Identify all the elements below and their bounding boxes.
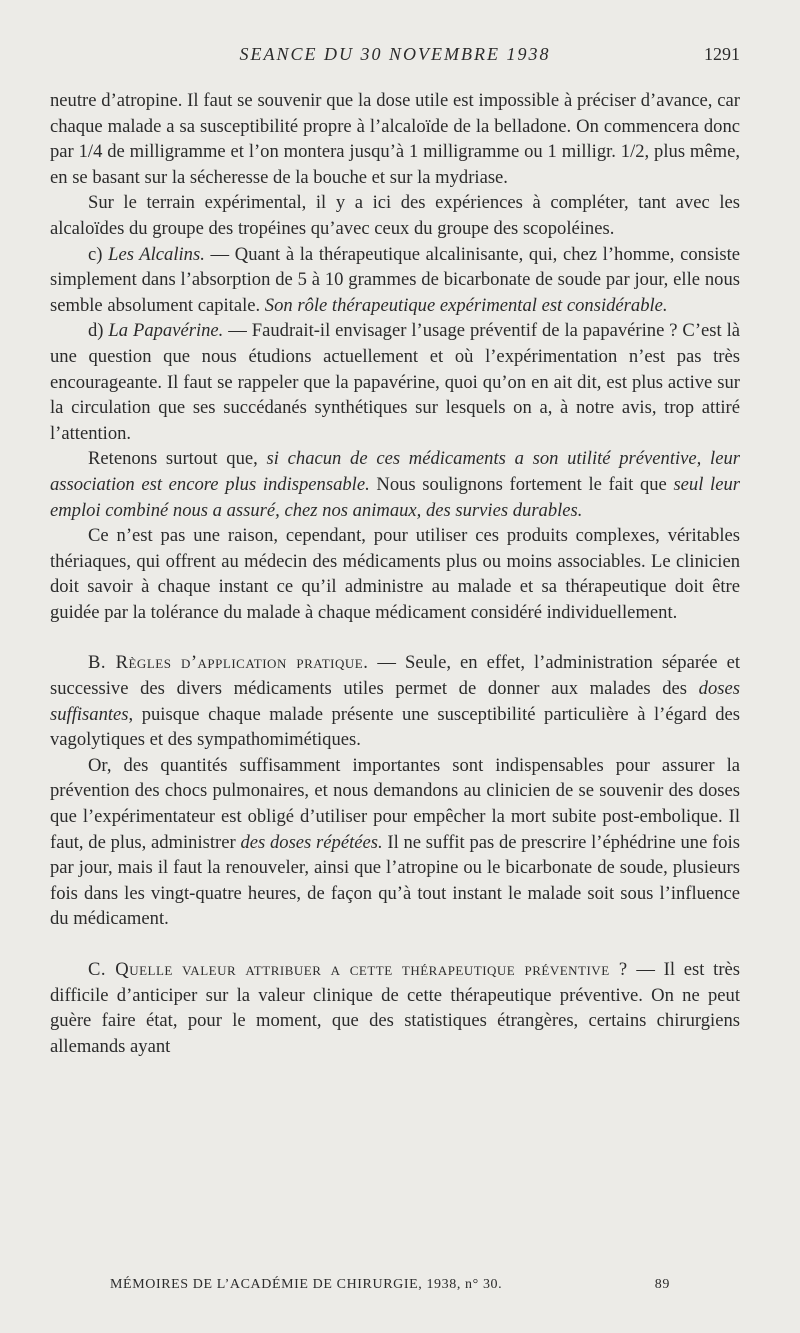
item-label: d) <box>88 320 109 342</box>
section-heading-valeur: C. Quelle valeur attribuer a cette thérapeutique préventive ? <box>88 959 628 980</box>
paragraph-experimental: Sur le terrain expérimental, il y a ici des expériences à compléter, tant avec les alcaloïdes du groupe des tropéines qu’avec ceux du groupe des scopoléines. <box>50 192 740 239</box>
paragraph-papaverine <box>50 318 740 446</box>
paragraph-text: Il ne suffit pas de prescrire l’éphédrine une fois par jour, mais il faut la renouveler, ainsi que l’atropine ou le bicarbonate de soude, plusieurs fois dans les vingt-quatre heures, de façon qu’à tout instant le malade soit sous l’influence du médicament. <box>50 831 740 930</box>
emphasis-text: doses suffisantes <box>50 678 740 725</box>
paragraph-text: — Seule, en effet, l’administration séparée et successive des divers médicaments utiles permet de donner aux malades des <box>50 652 741 700</box>
folio-number: 89 <box>654 1277 670 1292</box>
paragraph-quantites <box>50 753 740 932</box>
emphasis-text: si chacun de ces médicaments a son utilité préventive, leur association est encore plus indispensable. <box>50 448 740 495</box>
paragraph-atropine: neutre d’atropine. Il faut se souvenir que la dose utile est impossible à préciser d’avance, car chaque malade a sa susceptibilité propre à l’alcaloïde de la belladone. On commencera donc par 1/4 de milligramme et l’on montera jusqu’à 1 milligramme ou 1 milligr. 1/2, plus même, en se basant sur la sécheresse de la bouche et sur la mydriase. <box>50 90 740 188</box>
paragraph-text: — Faudrait-il envisager l’usage préventif de la papavérine ? C’est là une question que nous étudions actuellement et où l’expérimentation n’est pas très encourageante. Il faut se rappeler que la papavérine, quoi qu’on en ait dit, est plus active sur la circulation que ses succédanés synthétiques sur lesquels on a, à notre avis, trop attiré l’attention. <box>50 320 741 444</box>
paragraph-alcalins <box>50 242 740 319</box>
paragraph-text: Or, des quantités suffisamment importantes sont indispensables pour assurer la prévention des chocs pulmonaires, et nous demandons au clinicien de se souvenir des doses que l’expérimentateur est obligé d’utiliser pour empêcher la mort subite post-embolique. Il faut, de plus, administrer <box>50 754 740 853</box>
body-text <box>50 88 740 1059</box>
section-title-papaverine: La Papavérine. <box>108 320 224 342</box>
emphasis-text: des doses répétées. <box>240 831 383 853</box>
emphasis-text: seul leur emploi combiné nous a assuré, chez nos animaux, des survies durables. <box>50 473 740 521</box>
page-number: 1291 <box>704 44 740 64</box>
paragraph-text: , puisque chaque malade présente une susceptibilité particulière à l’égard des vagolytiques et des sympathomimétiques. <box>50 703 740 751</box>
paragraph-text: Nous soulignons fortement le fait que <box>369 473 674 495</box>
page-header <box>50 44 740 70</box>
paragraph-regles <box>50 650 740 752</box>
item-label: c) <box>88 243 109 265</box>
paragraph-valeur <box>50 957 740 1059</box>
journal-citation: MÉMOIRES DE L’ACADÉMIE DE CHIRURGIE, 1938, n° 30. <box>110 1277 503 1292</box>
emphasis-text: Son rôle thérapeutique expérimental est considérable. <box>264 294 668 316</box>
section-title-alcalins: Les Alcalins. <box>108 243 205 265</box>
paragraph-text: Retenons surtout que, <box>88 448 267 470</box>
paragraph-retenons <box>50 446 740 523</box>
paragraph-text: — Quant à la thérapeutique alcalinisante, qui, chez l’homme, consiste simplement dans l’absorption de 5 à 10 grammes de bicarbonate de soude par jour, elle nous semble absolument capitale. <box>50 243 741 316</box>
paragraph-text: — Il est très difficile d’anticiper sur la valeur clinique de cette thérapeutique préventive. On ne peut guère faire état, pour le moment, que des statistiques étrangères, certains chirurgiens allemands ayant <box>50 959 740 1057</box>
paragraph-theriaques: Ce n’est pas une raison, cependant, pour utiliser ces produits complexes, véritables thériaques, qui offrent au médecin des médicaments plus ou moins associables. Le clinicien doit savoir à chaque instant ce qu’il administre au malade et sa thérapeutique doit être guidée par la tolérance du malade à chaque médicament considéré individuellement. <box>50 525 740 623</box>
running-title: SEANCE DU 30 NOVEMBRE 1938 <box>239 44 551 64</box>
section-heading-regles: B. Règles d’application pratique. <box>88 652 369 674</box>
